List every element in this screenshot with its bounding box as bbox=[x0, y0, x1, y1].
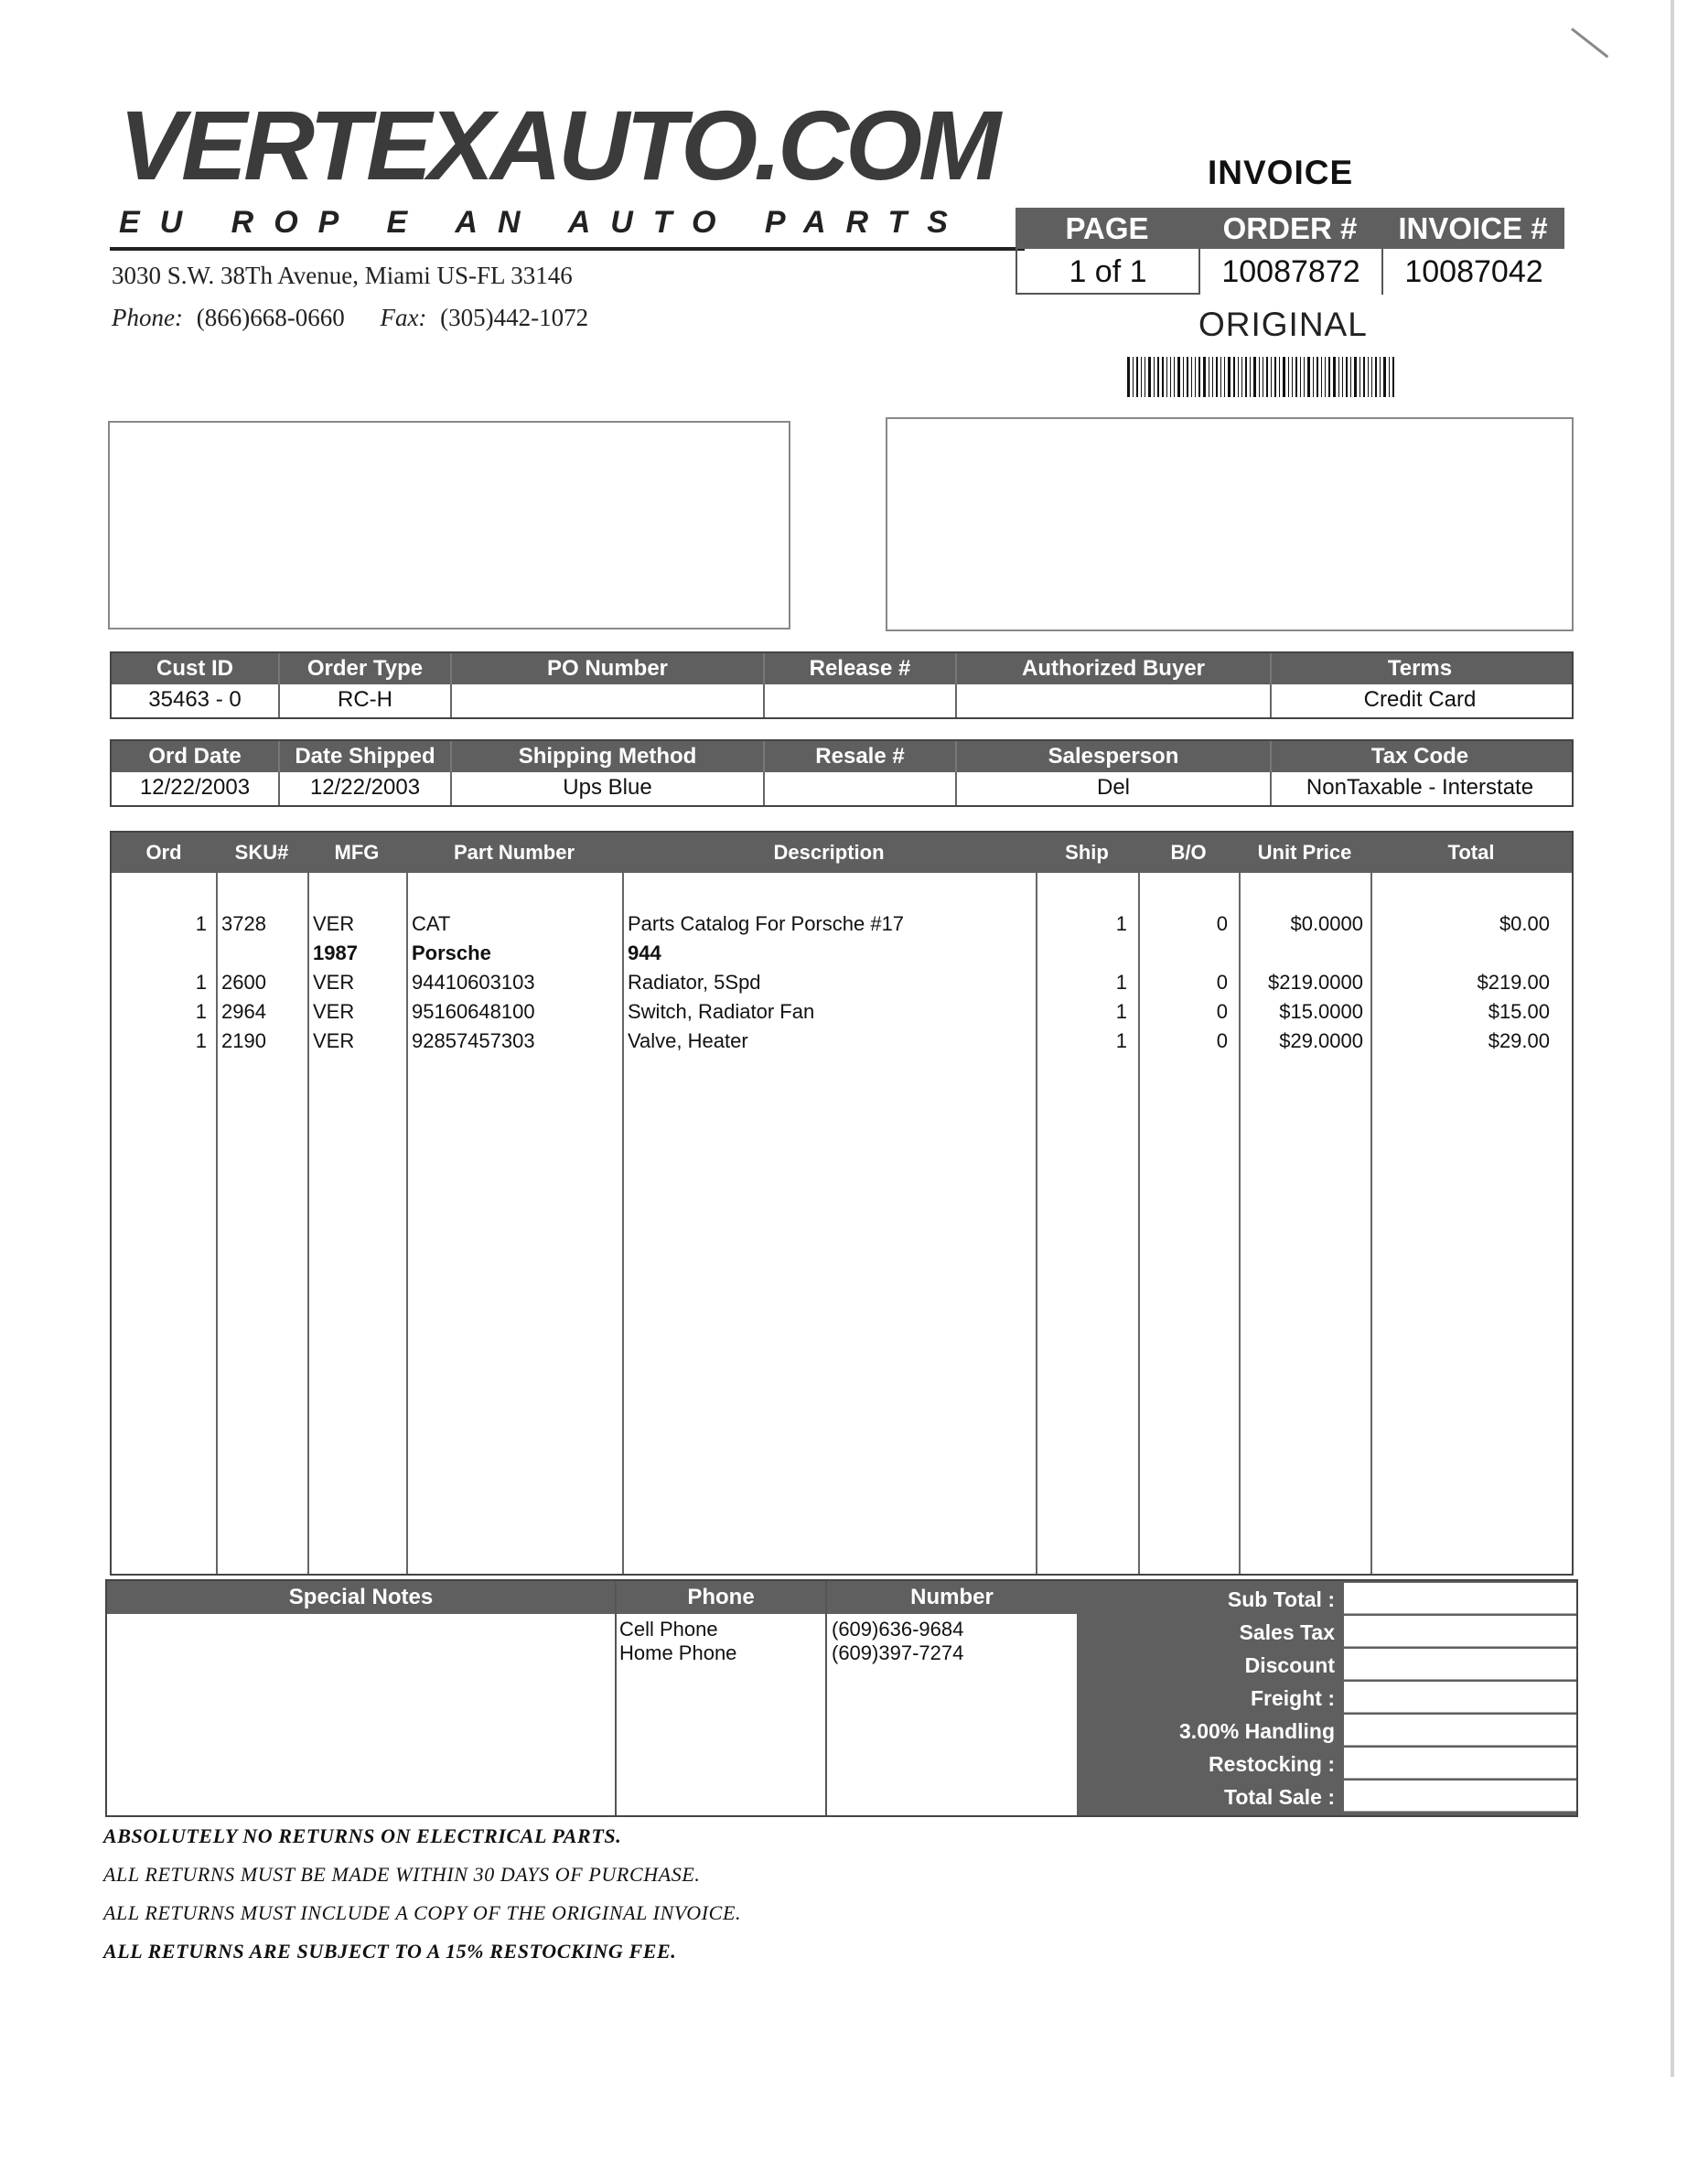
barcode-bar bbox=[1354, 357, 1357, 397]
authorized-buyer-header: Authorized Buyer bbox=[957, 653, 1272, 684]
barcode-bar bbox=[1274, 357, 1276, 397]
barcode-bar bbox=[1375, 357, 1377, 397]
sales-tax-value: $0.00 bbox=[1344, 1616, 1576, 1647]
invoice-title: INVOICE bbox=[1208, 154, 1354, 191]
phone-type: Cell Phone bbox=[619, 1618, 718, 1641]
barcode-bar bbox=[1233, 357, 1235, 397]
barcode-bar bbox=[1187, 357, 1188, 397]
phone-number: (609)397-7274 bbox=[832, 1641, 964, 1664]
table-row bbox=[112, 939, 1572, 968]
ship-cell: 1 bbox=[1115, 912, 1127, 935]
ord-col-header: Ord bbox=[145, 841, 182, 864]
ord-cell: 1 bbox=[195, 971, 207, 994]
discount-row bbox=[1077, 1649, 1576, 1682]
part-number-col-header: Part Number bbox=[453, 841, 575, 864]
bo-col-header: B/O bbox=[1170, 841, 1207, 864]
part-number-cell: 94410603103 bbox=[412, 971, 535, 994]
copy-type: ORIGINAL bbox=[1198, 306, 1368, 343]
order-type-header: Order Type bbox=[280, 653, 452, 684]
barcode-bar bbox=[1127, 357, 1130, 397]
unit-price-cell: $29.0000 bbox=[1279, 1029, 1363, 1052]
ship-col-header: Ship bbox=[1065, 841, 1109, 864]
table-row bbox=[112, 968, 1572, 997]
barcode-bar bbox=[1195, 357, 1196, 397]
barcode-bar bbox=[1238, 357, 1239, 397]
shipping-info-header bbox=[112, 741, 1572, 772]
bill-to-box bbox=[108, 421, 790, 629]
scan-fold-mark bbox=[1571, 27, 1608, 58]
invoice-id-headers bbox=[1016, 208, 1564, 249]
total-cell: $15.00 bbox=[1488, 1000, 1550, 1023]
part-number-cell: CAT bbox=[412, 912, 451, 935]
invoice-footer bbox=[105, 1579, 1578, 1817]
company-address: 3030 S.W. 38Th Avenue, Miami US-FL 33146 bbox=[112, 262, 573, 289]
table-row bbox=[112, 909, 1572, 939]
bo-cell: 0 bbox=[1216, 971, 1228, 994]
total-cell: $29.00 bbox=[1488, 1029, 1550, 1052]
date-shipped-value: 12/22/2003 bbox=[280, 772, 452, 805]
bo-cell: 0 bbox=[1216, 912, 1228, 935]
sku-cell: 2190 bbox=[221, 1029, 266, 1052]
date-shipped-header: Date Shipped bbox=[280, 741, 452, 772]
freight-row bbox=[1077, 1682, 1576, 1715]
barcode-bar bbox=[1271, 357, 1272, 397]
ship-cell: 1 bbox=[1115, 1000, 1127, 1023]
invoice-id-box bbox=[1016, 208, 1564, 295]
total-sale-label: Total Sale : bbox=[1224, 1785, 1335, 1809]
barcode-bar bbox=[1342, 357, 1343, 397]
barcode-bar bbox=[1228, 357, 1231, 397]
policy-line: ABSOLUTELY NO RETURNS ON ELECTRICAL PARTS. bbox=[103, 1824, 622, 1847]
handling-row bbox=[1077, 1715, 1576, 1748]
tax-code-header: Tax Code bbox=[1370, 744, 1469, 769]
footer-divider bbox=[825, 1581, 827, 1815]
mfg-cell: VER bbox=[313, 912, 355, 935]
barcode-bar bbox=[1166, 357, 1167, 397]
sales-tax-row bbox=[1077, 1616, 1576, 1649]
ship-cell: 1 bbox=[1115, 1029, 1127, 1052]
barcode-bar bbox=[1133, 357, 1134, 397]
phone-type: Home Phone bbox=[619, 1641, 737, 1664]
restocking-label: Restocking : bbox=[1208, 1752, 1335, 1776]
phone-label: Phone: bbox=[112, 304, 183, 331]
cust-id-header: Cust ID bbox=[112, 653, 280, 684]
policy-line: ALL RETURNS ARE SUBJECT TO A 15% RESTOCKING FEE. bbox=[103, 1940, 677, 1963]
barcode-bar bbox=[1203, 357, 1206, 397]
handling-value: $9.24 bbox=[1344, 1715, 1576, 1746]
order-header: ORDER # bbox=[1222, 211, 1358, 245]
sku-cell: 2964 bbox=[221, 1000, 266, 1023]
barcode-bar bbox=[1283, 357, 1285, 397]
ord-date-value: 12/22/2003 bbox=[112, 772, 280, 805]
barcode-bar bbox=[1154, 357, 1155, 397]
phone-number: (609)636-9684 bbox=[832, 1618, 964, 1641]
unit-price-cell: $15.0000 bbox=[1279, 1000, 1363, 1023]
shipping-method-header: Shipping Method bbox=[452, 741, 765, 772]
barcode-bar bbox=[1295, 357, 1297, 397]
totals-panel bbox=[1077, 1581, 1576, 1815]
customer-info-values bbox=[112, 684, 1572, 717]
barcode-bar bbox=[1363, 357, 1365, 397]
barcode-bar bbox=[1259, 357, 1260, 397]
line-items-table bbox=[110, 831, 1574, 1576]
barcode-bar bbox=[1371, 357, 1372, 397]
subtotal-value: $263.00 bbox=[1344, 1583, 1576, 1614]
barcode-bar bbox=[1157, 357, 1159, 397]
barcode-bar bbox=[1177, 357, 1180, 397]
barcode-bar bbox=[1253, 357, 1256, 397]
page-header: PAGE bbox=[1065, 211, 1149, 245]
terms-header: Terms bbox=[1387, 656, 1453, 681]
resale-header: Resale # bbox=[765, 741, 957, 772]
total-col-header: Total bbox=[1447, 841, 1495, 864]
release-value bbox=[765, 684, 957, 717]
barcode-bar bbox=[1170, 357, 1171, 397]
barcode-bar bbox=[1304, 357, 1305, 397]
bo-cell: 0 bbox=[1216, 1000, 1228, 1023]
description-col-header: Description bbox=[773, 841, 885, 864]
subtotal-row bbox=[1077, 1583, 1576, 1616]
mfg-cell: VER bbox=[313, 1029, 355, 1052]
freight-value: $45.00 bbox=[1344, 1682, 1576, 1713]
barcode-bar bbox=[1368, 357, 1369, 397]
company-logo: VERTEXAUTO.COM bbox=[119, 90, 998, 200]
mfg-cell: 1987 bbox=[313, 941, 358, 964]
barcode-bar bbox=[1300, 357, 1301, 397]
freight-label: Freight : bbox=[1251, 1686, 1335, 1710]
invoice-number-value: 10087042 bbox=[1404, 254, 1543, 289]
terms-value: Credit Card bbox=[1363, 687, 1477, 712]
barcode-bar bbox=[1279, 357, 1280, 397]
line-items-header bbox=[112, 833, 1572, 873]
barcode-bar bbox=[1389, 357, 1390, 397]
barcode-bar bbox=[1380, 357, 1381, 397]
barcode-bar bbox=[1141, 357, 1142, 397]
page-value: 1 of 1 bbox=[1016, 249, 1200, 295]
restocking-value: $0.00 bbox=[1344, 1748, 1576, 1779]
barcode-bar bbox=[1288, 357, 1289, 397]
barcode-bar bbox=[1162, 357, 1164, 397]
discount-label: Discount bbox=[1244, 1653, 1335, 1677]
sku-cell: 2600 bbox=[221, 971, 266, 994]
authorized-buyer-value bbox=[957, 684, 1272, 717]
description-cell: 944 bbox=[628, 941, 661, 964]
barcode-bar bbox=[1325, 357, 1326, 397]
shipping-method-value: Ups Blue bbox=[452, 772, 765, 805]
barcode-bar bbox=[1316, 357, 1318, 397]
barcode-bar bbox=[1313, 357, 1314, 397]
description-cell: Radiator, 5Spd bbox=[628, 971, 761, 994]
table-row bbox=[112, 997, 1572, 1027]
total-sale-row bbox=[1077, 1781, 1576, 1813]
subtotal-label: Sub Total : bbox=[1227, 1587, 1335, 1611]
barcode-bar bbox=[1292, 357, 1293, 397]
barcode-bar bbox=[1346, 357, 1348, 397]
footer-divider bbox=[615, 1581, 617, 1815]
customer-info-table bbox=[110, 651, 1574, 719]
ord-cell: 1 bbox=[195, 912, 207, 935]
order-type-value: RC-H bbox=[280, 684, 452, 717]
sku-col-header: SKU# bbox=[234, 841, 289, 864]
mfg-cell: VER bbox=[313, 971, 355, 994]
total-sale-value: $317.24 bbox=[1344, 1781, 1576, 1812]
po-number-value bbox=[452, 684, 765, 717]
barcode-bar bbox=[1216, 357, 1218, 397]
barcode-bar bbox=[1224, 357, 1225, 397]
salesperson-value: Del bbox=[957, 772, 1272, 805]
barcode-bar bbox=[1148, 357, 1151, 397]
ship-to-box bbox=[886, 417, 1574, 631]
ord-cell: 1 bbox=[195, 1029, 207, 1052]
table-row bbox=[112, 1027, 1572, 1056]
barcode-bar bbox=[1333, 357, 1336, 397]
sku-cell: 3728 bbox=[221, 912, 266, 935]
ord-cell: 1 bbox=[195, 1000, 207, 1023]
company-tagline: EU ROP E AN AUTO PARTS bbox=[119, 205, 968, 240]
barcode-bar bbox=[1350, 357, 1351, 397]
barcode-bar bbox=[1250, 357, 1251, 397]
fax-label: Fax: bbox=[380, 304, 427, 331]
barcode-bar bbox=[1266, 357, 1268, 397]
unit-price-cell: $219.0000 bbox=[1268, 971, 1363, 994]
po-number-header: PO Number bbox=[452, 653, 765, 684]
salesperson-header: Salesperson bbox=[957, 741, 1272, 772]
barcode-bar bbox=[1383, 357, 1386, 397]
barcode-bar bbox=[1212, 357, 1213, 397]
tax-code-value: NonTaxable - Interstate bbox=[1306, 775, 1534, 800]
phone-type-header: Phone bbox=[617, 1581, 825, 1614]
barcode-bar bbox=[1307, 357, 1310, 397]
phone-number-header: Number bbox=[827, 1581, 1077, 1614]
order-value: 10087872 bbox=[1200, 249, 1383, 295]
cust-id-value: 35463 - 0 bbox=[112, 684, 280, 717]
unit-price-col-header: Unit Price bbox=[1257, 841, 1352, 864]
restocking-row bbox=[1077, 1748, 1576, 1781]
barcode-bar bbox=[1245, 357, 1247, 397]
bo-cell: 0 bbox=[1216, 1029, 1228, 1052]
shipping-info-table bbox=[110, 739, 1574, 807]
mfg-cell: VER bbox=[313, 1000, 355, 1023]
total-cell: $219.00 bbox=[1477, 971, 1550, 994]
mfg-col-header: MFG bbox=[334, 841, 380, 864]
barcode-bar bbox=[1198, 357, 1200, 397]
barcode-bar bbox=[1338, 357, 1339, 397]
invoice-number-header: INVOICE # bbox=[1398, 211, 1548, 245]
company-fax: (305)442-1072 bbox=[440, 304, 589, 331]
logo-underline bbox=[110, 247, 1025, 251]
barcode-bar bbox=[1328, 357, 1330, 397]
release-header: Release # bbox=[765, 653, 957, 684]
company-contact bbox=[112, 304, 588, 332]
customer-info-header bbox=[112, 653, 1572, 684]
policy-line: ALL RETURNS MUST INCLUDE A COPY OF THE ORIGINAL INVOICE. bbox=[103, 1901, 742, 1924]
part-number-cell: 95160648100 bbox=[412, 1000, 535, 1023]
invoice-id-values bbox=[1016, 249, 1564, 295]
discount-value: $0.00 bbox=[1344, 1649, 1576, 1680]
barcode-bar bbox=[1136, 357, 1138, 397]
part-number-cell: Porsche bbox=[412, 941, 491, 964]
company-phone: (866)668-0660 bbox=[196, 304, 345, 331]
description-cell: Switch, Radiator Fan bbox=[628, 1000, 815, 1023]
barcode-bar bbox=[1183, 357, 1184, 397]
unit-price-cell: $0.0000 bbox=[1290, 912, 1363, 935]
barcode-bar bbox=[1191, 357, 1192, 397]
description-cell: Parts Catalog For Porsche #17 bbox=[628, 912, 905, 935]
ship-cell: 1 bbox=[1115, 971, 1127, 994]
special-notes-header: Special Notes bbox=[107, 1581, 615, 1614]
description-cell: Valve, Heater bbox=[628, 1029, 748, 1052]
total-cell: $0.00 bbox=[1499, 912, 1550, 935]
shipping-info-values bbox=[112, 772, 1572, 805]
barcode-bar bbox=[1392, 357, 1394, 397]
barcode-bar bbox=[1174, 357, 1175, 397]
part-number-cell: 92857457303 bbox=[412, 1029, 535, 1052]
scan-edge bbox=[1671, 0, 1674, 2077]
barcode bbox=[1127, 357, 1451, 397]
barcode-bar bbox=[1359, 357, 1360, 397]
policy-line: ALL RETURNS MUST BE MADE WITHIN 30 DAYS OF PURCHASE. bbox=[103, 1863, 701, 1886]
sales-tax-label: Sales Tax bbox=[1239, 1620, 1335, 1644]
ord-date-header: Ord Date bbox=[112, 741, 280, 772]
barcode-bar bbox=[1321, 357, 1322, 397]
resale-value bbox=[765, 772, 957, 805]
handling-label: 3.00% Handling bbox=[1179, 1719, 1335, 1743]
barcode-bar bbox=[1220, 357, 1221, 397]
barcode-bar bbox=[1241, 357, 1242, 397]
